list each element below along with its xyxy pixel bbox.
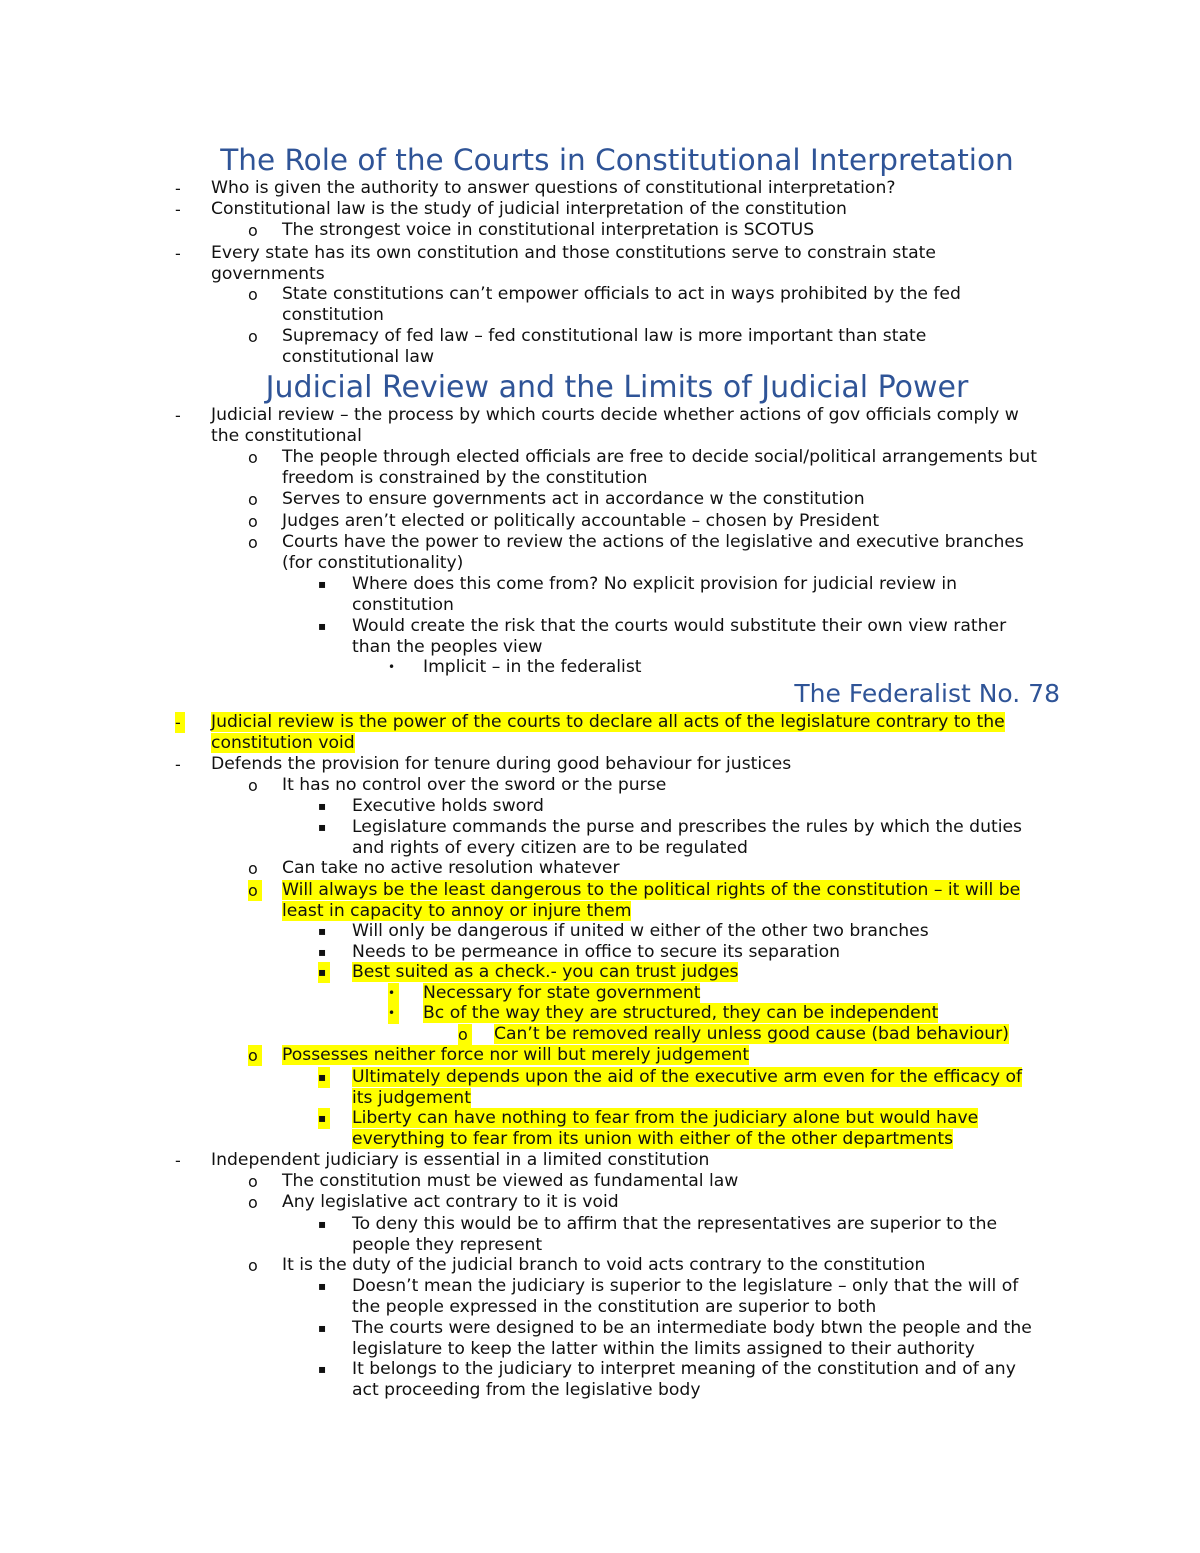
list-marker: ▪ [318,619,327,633]
list-item [282,775,666,796]
list-marker: o [248,512,258,531]
list-item [282,1192,619,1213]
highlighted-text: Ultimately depends upon the aid of the executive arm even for the efficacy of [352,1067,1023,1087]
list-item-text: The constitution must be viewed as fundamental law [282,1171,739,1191]
list-marker: ▪ [318,924,327,938]
list-marker: o [248,1172,258,1191]
list-item [423,657,642,678]
list-item [282,1255,925,1276]
list-item [282,468,648,489]
list-item [282,347,434,368]
list-item [352,595,454,616]
list-item [282,880,1020,901]
list-item [282,447,1037,468]
list-item [211,199,847,220]
list-item-text: Any legislative act contrary to it is void [282,1192,619,1212]
list-item-text: (for constitutionality) [282,553,464,573]
list-marker: ▪ [318,1279,327,1293]
list-marker: ▪ [318,962,330,983]
list-item-text: State constitutions can’t empower officials to act in ways prohibited by the fed [282,284,961,304]
highlighted-text: Liberty can have nothing to fear from the judiciary alone but would have [352,1108,979,1128]
list-item-text: The people through elected officials are free to decide social/political arrangements but [282,447,1037,467]
list-item [352,1318,1032,1339]
list-item [282,1171,738,1192]
list-item [282,901,631,922]
list-marker: - [175,179,181,198]
list-item [211,405,1019,426]
list-marker: ▪ [318,1362,327,1376]
list-item [282,284,961,305]
list-item-text: Can take no active resolution whatever [282,858,620,878]
list-item [352,942,840,963]
list-marker: - [175,712,185,733]
list-item-text: It is the duty of the judicial branch to void acts contrary to the constitution [282,1255,926,1275]
list-item-text: constitution [352,595,454,615]
list-item [352,1276,1018,1297]
list-marker: o [248,1193,258,1212]
list-item-text: people they represent [352,1235,543,1255]
list-item [352,1214,997,1235]
list-item-text: act proceeding from the legislative body [352,1380,701,1400]
list-item [352,1235,542,1256]
highlighted-text: its judgement [352,1088,471,1108]
list-item [423,983,700,1004]
list-marker: o [458,1024,472,1045]
list-marker: • [388,983,399,1004]
list-item [282,220,814,241]
list-item [211,1150,709,1171]
list-marker: • [388,1003,399,1024]
list-item-text: Executive holds sword [352,796,544,816]
list-item [423,1003,938,1024]
list-item-text: The courts were designed to be an intermediate body btwn the people and the [352,1318,1032,1338]
list-marker: o [248,285,258,304]
list-marker: o [248,776,258,795]
list-item-text: legislature to keep the latter within the limits assigned to their authority [352,1339,975,1359]
list-marker: - [175,406,181,425]
highlighted-text: Necessary for state government [423,983,701,1003]
list-item [282,553,463,574]
list-item-text: constitutional law [282,347,435,367]
list-item [282,511,879,532]
list-item-text: freedom is constrained by the constitution [282,468,648,488]
list-item-text: Needs to be permeance in office to secure its separation [352,942,840,962]
list-marker: o [248,533,258,552]
list-item [282,305,384,326]
list-item [352,1297,876,1318]
section-heading: Judicial Review and the Limits of Judicial Power [265,370,969,405]
highlighted-text: Can’t be removed really unless good cause (bad behaviour) [494,1024,1009,1044]
list-item-text: the people expressed in the constitution are superior to both [352,1297,877,1317]
list-item-text: and rights of every citizen are to be regulated [352,838,748,858]
list-item-text: Serves to ensure governments act in accordance w the constitution [282,489,865,509]
list-item-text: Defends the provision for tenure during good behaviour for justices [211,754,792,774]
list-marker: - [175,244,181,263]
list-item [211,712,1005,733]
highlighted-text: Best suited as a check.- you can trust judges [352,962,739,982]
list-marker: - [175,755,181,774]
list-marker: ▪ [318,799,327,813]
list-item-text: To deny this would be to affirm that the representatives are superior to the [352,1214,998,1234]
list-item [211,243,936,264]
highlighted-text: constitution void [211,733,355,753]
list-item-text: Doesn’t mean the judiciary is superior to the legislature – only that the will of [352,1276,1019,1296]
list-marker: o [248,859,258,878]
list-item [352,616,1006,637]
list-item-text: Constitutional law is the study of judicial interpretation of the constitution [211,199,847,219]
highlighted-text: everything to fear from its union with either of the other departments [352,1129,954,1149]
list-marker: - [175,1151,181,1170]
section-heading: The Role of the Courts in Constitutional Interpretation [220,143,1014,177]
list-item-text: Every state has its own constitution and those constitutions serve to constrain state [211,243,936,263]
list-item-text: than the peoples view [352,637,543,657]
list-item [352,921,929,942]
list-marker: o [248,221,258,240]
list-marker: o [248,1256,258,1275]
list-item [211,733,355,754]
highlighted-text: Judicial review is the power of the courts to declare all acts of the legislature contrary to the [211,712,1005,732]
list-item [352,1380,701,1401]
list-item [352,1129,953,1150]
list-item-text: Will only be dangerous if united w either of the other two branches [352,921,929,941]
list-item [211,178,895,199]
list-item [352,574,957,595]
list-marker: ▪ [318,820,327,834]
list-item [282,489,865,510]
list-marker: o [248,327,258,346]
list-marker: o [248,1045,262,1066]
list-item [282,532,1024,553]
list-item-text: Where does this come from? No explicit provision for judicial review in [352,574,958,594]
list-item [211,754,791,775]
list-item [494,1024,1009,1045]
list-marker: ▪ [318,1108,330,1129]
list-item-text: constitution [282,305,384,325]
list-item-text: Independent judiciary is essential in a limited constitution [211,1150,710,1170]
list-marker: ▪ [318,945,327,959]
list-item-text: It has no control over the sword or the purse [282,775,667,795]
highlighted-text: Will always be the least dangerous to the political rights of the constitution – it will be [282,880,1021,900]
list-marker: ▪ [318,577,327,591]
list-item [352,1088,471,1109]
highlighted-text: Bc of the way they are structured, they can be independent [423,1003,939,1023]
list-marker: ▪ [318,1217,327,1231]
list-item [352,962,738,983]
list-item-text: Legislature commands the purse and prescribes the rules by which the duties [352,817,1023,837]
list-item-text: Implicit – in the federalist [423,657,642,677]
list-item [282,858,620,879]
list-item [211,264,325,285]
section-heading: The Federalist No. 78 [794,679,1060,708]
list-item-text: Who is given the authority to answer questions of constitutional interpretation? [211,178,896,198]
list-marker: ▪ [318,1321,327,1335]
list-item-text: It belongs to the judiciary to interpret meaning of the constitution and of any [352,1359,1016,1379]
list-marker: ▪ [318,1067,330,1088]
list-item [352,1339,975,1360]
list-marker: • [388,660,396,674]
list-item-text: Judges aren’t elected or politically accountable – chosen by President [282,511,880,531]
list-item [282,1045,749,1066]
list-item-text: Courts have the power to review the actions of the legislative and executive branches [282,532,1024,552]
list-item [352,1067,1022,1088]
list-item-text: Supremacy of fed law – fed constitutional law is more important than state [282,326,927,346]
list-item [352,1108,978,1129]
list-item [352,838,748,859]
list-item-text: Would create the risk that the courts would substitute their own view rather [352,616,1007,636]
list-item [352,817,1022,838]
list-item [352,796,544,817]
list-item-text: The strongest voice in constitutional interpretation is SCOTUS [282,220,815,240]
list-marker: o [248,880,262,901]
list-item [352,1359,1016,1380]
highlighted-text: least in capacity to annoy or injure them [282,901,632,921]
list-marker: o [248,448,258,467]
list-item [211,426,362,447]
list-item [282,326,926,347]
list-item-text: the constitutional [211,426,362,446]
list-item-text: Judicial review – the process by which courts decide whether actions of gov officials comply w [211,405,1019,425]
highlighted-text: Possesses neither force nor will but merely judgement [282,1045,750,1065]
list-marker: o [248,490,258,509]
list-marker: - [175,200,181,219]
list-item-text: governments [211,264,325,284]
list-item [352,637,542,658]
